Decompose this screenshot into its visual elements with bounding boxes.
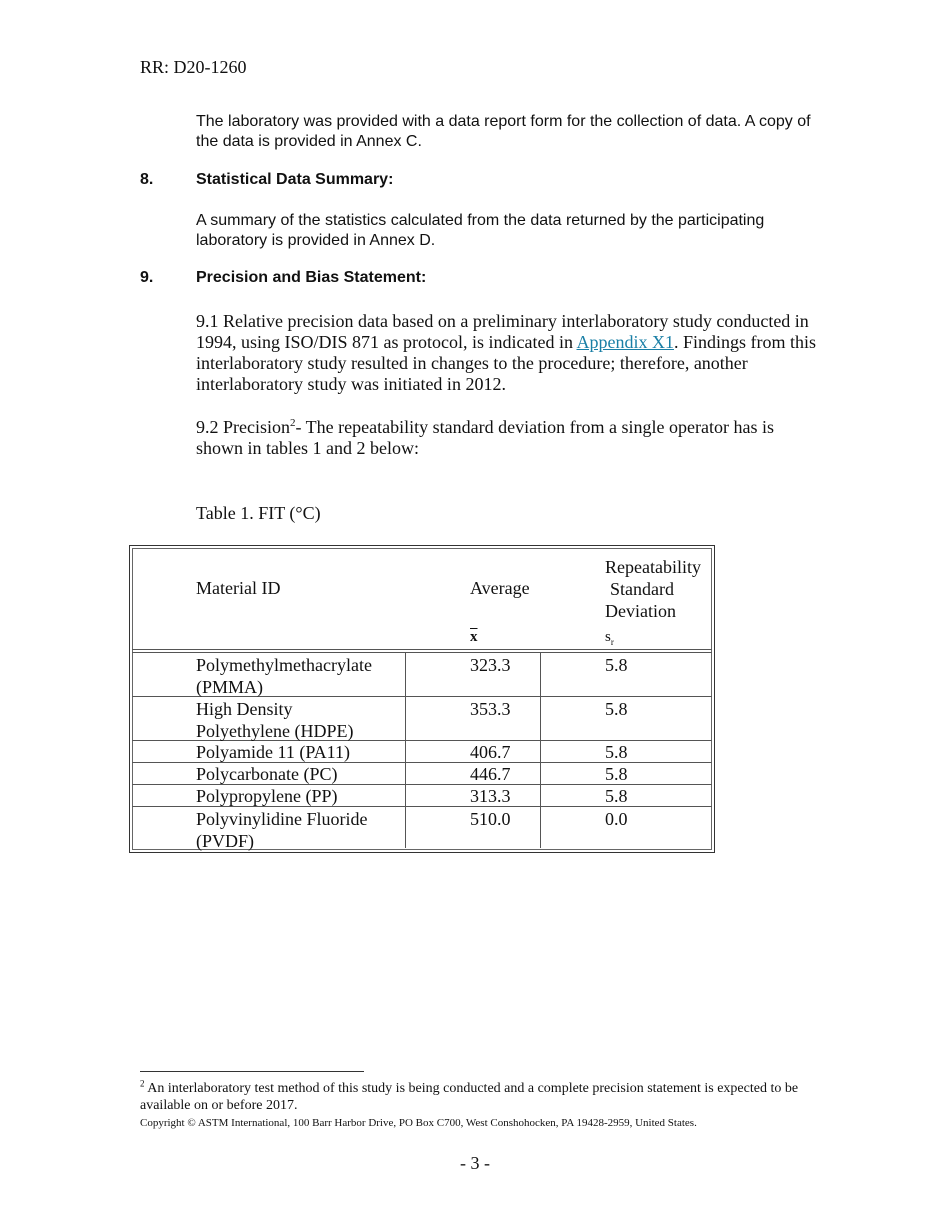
appendix-x1-link[interactable]: Appendix X1 <box>576 332 674 352</box>
document-id: RR: D20-1260 <box>140 57 247 77</box>
footnote <box>140 1080 820 1114</box>
paragraph-9-1 <box>196 311 816 395</box>
paragraph-9-1-text-a: 9.1 Relative precision data based on a preliminary interlaboratory study conducted in 1994, using ISO/DIS 871 as protocol, is indicated in <box>196 311 809 352</box>
table-row-material: Polypropylene (PP) <box>196 786 338 806</box>
section-8-number: 8. <box>140 171 154 188</box>
table-row-material: Polymethylmethacrylate <box>196 655 372 675</box>
table-row-sr: 5.8 <box>605 764 628 784</box>
table-row-average: 406.7 <box>470 742 511 762</box>
table-row-average: 510.0 <box>470 809 511 829</box>
table-row-average: 353.3 <box>470 699 511 719</box>
table-row-sr: 5.8 <box>605 655 628 675</box>
footnote-rule <box>140 1071 364 1072</box>
table-row-material: (PMMA) <box>196 677 264 697</box>
header-rule-1 <box>132 649 712 650</box>
table-row-sr: 5.8 <box>605 699 628 719</box>
header-rule-2 <box>132 652 712 653</box>
section-9-heading: Precision and Bias Statement: <box>196 269 427 286</box>
sr-symbol-base: s <box>605 629 611 645</box>
table-row-average: 446.7 <box>470 764 511 784</box>
table-row-material: High Density <box>196 699 293 719</box>
header-average: Average <box>470 578 530 598</box>
footnote-marker: 2 <box>140 1078 145 1089</box>
fit-table <box>129 545 715 853</box>
header-repeatability: Repeatability <box>605 557 701 577</box>
paragraph-9-1-text-b: . Findings from this interlaboratory study resulted in changes to the procedure; therefore, another interlaboratory study was initiated in 2012. <box>196 332 816 394</box>
table-row-average: 323.3 <box>470 655 511 675</box>
sr-symbol-subscript: r <box>610 637 614 647</box>
table-row-average: 313.3 <box>470 786 511 806</box>
header-material-id: Material ID <box>196 578 281 598</box>
paragraph-9-2-prefix: 9.2 Precision <box>196 417 290 437</box>
intro-paragraph: The laboratory was provided with a data report form for the collection of data. A copy of the data is provided in Annex C. <box>196 113 811 150</box>
table-caption: Table 1. FIT (°C) <box>196 503 321 523</box>
paragraph-9-2 <box>196 417 816 459</box>
mean-symbol: $\overline{x}$ <box>470 629 478 645</box>
table-row-sr: 5.8 <box>605 742 628 762</box>
footnote-ref: 2 <box>290 417 296 429</box>
header-standard: Standard <box>610 579 674 599</box>
table-row-sr: 5.8 <box>605 786 628 806</box>
copyright-notice: Copyright © ASTM International, 100 Barr Harbor Drive, PO Box C700, West Conshohocken, PA 19428-2959, United States. <box>140 1117 697 1129</box>
paragraph-9-2-text: - The repeatability standard deviation from a single operator has is shown in tables 1 and 2 below: <box>196 417 775 458</box>
table-row-material: Polycarbonate (PC) <box>196 764 338 784</box>
sr-symbol <box>605 629 614 650</box>
table-row-material: Polyamide 11 (PA11) <box>196 742 351 762</box>
section-8-heading: Statistical Data Summary: <box>196 171 394 188</box>
table-row-material: (PVDF) <box>196 831 255 851</box>
section-9-number: 9. <box>140 269 154 286</box>
column-divider <box>540 652 541 848</box>
section-8-body: A summary of the statistics calculated from the data returned by the participating laboratory is provided in Annex D. <box>196 212 765 249</box>
table-row-material: Polyethylene (HDPE) <box>196 721 354 741</box>
table-row-sr: 0.0 <box>605 809 628 829</box>
footnote-text: An interlaboratory test method of this study is being conducted and a complete precision statement is expected to be available on or before 2017. <box>140 1081 799 1113</box>
page-number: - 3 - <box>460 1153 490 1173</box>
header-deviation: Deviation <box>605 601 676 621</box>
table-row-material: Polyvinylidine Fluoride <box>196 809 368 829</box>
column-divider <box>405 652 406 848</box>
